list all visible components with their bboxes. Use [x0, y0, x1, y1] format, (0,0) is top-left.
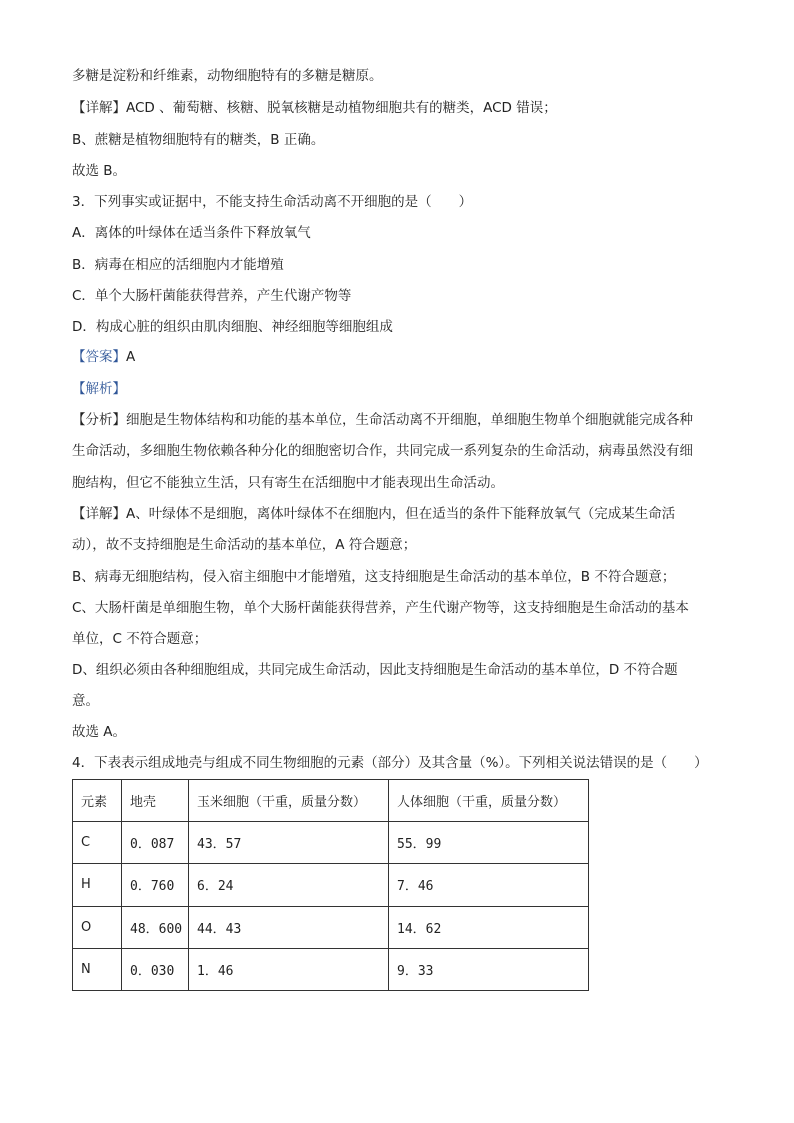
text-line: 单位，C 不符合题意；	[72, 631, 208, 647]
analysis-label: 【解析】	[72, 381, 126, 397]
text-line: 多糖是淀粉和纤维素，动物细胞特有的多糖是糖原。	[72, 68, 383, 84]
table-cell: C	[73, 822, 122, 864]
table-cell: N	[73, 948, 122, 990]
text-line: 故选 A。	[72, 724, 127, 740]
option-a: A．离体的叶绿体在适当条件下释放氧气	[72, 225, 311, 241]
table-cell: 9．33	[389, 948, 589, 990]
option-d: D．构成心脏的组织由肌肉细胞、神经细胞等细胞组成	[72, 319, 393, 335]
option-b: B．病毒在相应的活细胞内才能增殖	[72, 257, 284, 273]
table-row	[73, 864, 589, 906]
text-line: 【详解】A、叶绿体不是细胞，离体叶绿体不在细胞内，但在适当的条件下能释放氧气（完成某生命活	[72, 506, 676, 522]
text-line: D、组织必须由各种细胞组成，共同完成生命活动，因此支持细胞是生命活动的基本单位，D 不符合题	[72, 662, 678, 678]
table-cell: 48．600	[122, 906, 189, 948]
table-cell: 0．030	[122, 948, 189, 990]
table-row	[73, 948, 589, 990]
table-header-row	[73, 780, 589, 822]
text-line: 【分析】细胞是生物体结构和功能的基本单位，生命活动离不开细胞，单细胞生物单个细胞就能完成各种	[72, 412, 693, 428]
table-cell: 0．087	[122, 822, 189, 864]
table-cell: 0．760	[122, 864, 189, 906]
table-cell: 44．43	[189, 906, 389, 948]
table-cell: O	[73, 906, 122, 948]
table-cell: 55．99	[389, 822, 589, 864]
table-row	[73, 906, 589, 948]
option-c: C．单个大肠杆菌能获得营养，产生代谢产物等	[72, 288, 352, 304]
text-line: 生命活动，多细胞生物依赖各种分化的细胞密切合作，共同完成一系列复杂的生命活动，病毒虽然没有细	[72, 443, 693, 459]
table-header-cell: 地壳	[122, 780, 189, 822]
table-cell: 6．24	[189, 864, 389, 906]
text-line: 故选 B。	[72, 163, 127, 179]
table-header-cell: 人体细胞（干重，质量分数）	[389, 780, 589, 822]
text-line: 动），故不支持细胞是生命活动的基本单位，A 符合题意；	[72, 537, 417, 553]
table-cell: 43．57	[189, 822, 389, 864]
table-cell: 14．62	[389, 906, 589, 948]
answer-value: A	[126, 349, 136, 365]
text-line: 【详解】ACD 、葡萄糖、核糖、脱氧核糖是动植物细胞共有的糖类，ACD 错误；	[72, 100, 557, 116]
answer-line	[72, 348, 135, 366]
table-header-cell: 元素	[73, 780, 122, 822]
table-header-cell: 玉米细胞（干重，质量分数）	[189, 780, 389, 822]
answer-label: 【答案】	[72, 349, 126, 365]
text-line: B、病毒无细胞结构，侵入宿主细胞中才能增殖，这支持细胞是生命活动的基本单位，B 不符合题意；	[72, 569, 676, 585]
text-line: C、大肠杆菌是单细胞生物，单个大肠杆菌能获得营养，产生代谢产物等，这支持细胞是生命活动的基本	[72, 600, 689, 616]
question-4: 4．下表表示组成地壳与组成不同生物细胞的元素（部分）及其含量（%）。下列相关说法错误的是（ ）	[72, 755, 708, 771]
text-line: 意。	[72, 693, 99, 709]
table-cell: 7．46	[389, 864, 589, 906]
element-content-table	[72, 779, 589, 991]
table-cell: 1．46	[189, 948, 389, 990]
table-cell: H	[73, 864, 122, 906]
text-line: B、蔗糖是植物细胞特有的糖类，B 正确。	[72, 132, 325, 148]
text-line: 胞结构，但它不能独立生活，只有寄生在活细胞中才能表现出生命活动。	[72, 475, 504, 491]
table-row	[73, 822, 589, 864]
question-3: 3．下列事实或证据中，不能支持生命活动离不开细胞的是（ ）	[72, 194, 473, 210]
